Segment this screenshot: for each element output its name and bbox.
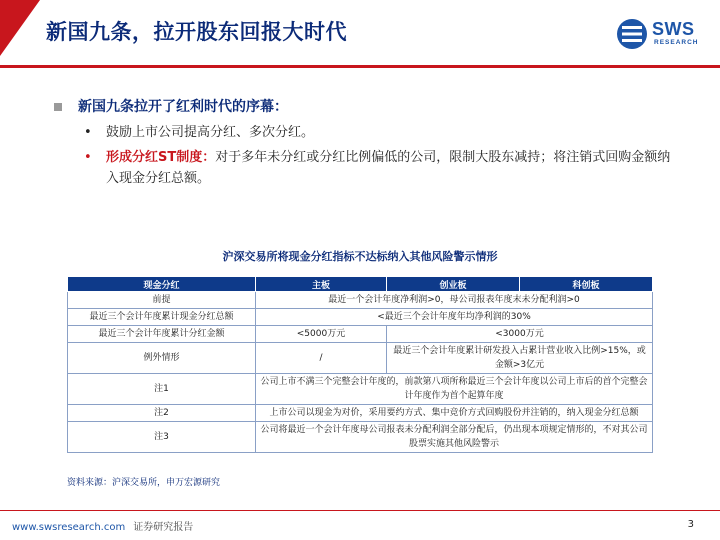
- row-label: 注2: [68, 405, 256, 422]
- header-rule: [0, 65, 720, 68]
- row-label: 最近三个会计年度累计现金分红总额: [68, 309, 256, 326]
- dot-bullet-icon: •: [84, 150, 92, 165]
- table-row: [68, 422, 653, 453]
- slide-header: [0, 0, 720, 70]
- footer-rule: [0, 510, 720, 511]
- page-number: 3: [687, 519, 694, 530]
- footer: [12, 518, 193, 533]
- column-header: 科创板: [520, 277, 653, 292]
- source-note: 资料来源：沪深交易所，申万宏源研究: [67, 478, 221, 488]
- table-cell: <5000万元: [256, 326, 387, 343]
- table-row: [68, 405, 653, 422]
- table-row: [68, 309, 653, 326]
- row-label: 前提: [68, 292, 256, 309]
- bullet-heading-text: 新国九条拉开了红利时代的序幕：: [78, 99, 288, 115]
- bullet-list: [54, 96, 674, 189]
- column-header: 主板: [256, 277, 387, 292]
- logo-text: SWS: [652, 19, 695, 39]
- footer-url-link[interactable]: www.swsresearch.com: [12, 522, 126, 533]
- table-cell: 最近一个会计年度净利润>0，母公司报表年度末未分配利润>0: [256, 292, 653, 309]
- table-cell: <最近三个会计年度年均净利润的30%: [256, 309, 653, 326]
- header-red-wedge: [0, 0, 40, 56]
- row-label: 注1: [68, 374, 256, 405]
- table-row: [68, 343, 653, 374]
- table-row: [68, 374, 653, 405]
- policy-table: [67, 276, 653, 453]
- table-title: 沪深交易所将现金分红指标不达标纳入其他风险警示情形: [222, 250, 498, 263]
- logo-subtext: RESEARCH: [654, 39, 699, 46]
- table-cell: 公司将最近一个会计年度母公司报表未分配利润全部分配后，仍出现本项规定情形的，不对其公司股票实施其他风险警示: [256, 422, 653, 453]
- dot-bullet-icon: •: [84, 125, 92, 140]
- sws-logo-icon: [616, 18, 648, 50]
- bullet-item: [54, 122, 674, 143]
- bullet-item: [54, 147, 674, 189]
- table-row: [68, 326, 653, 343]
- table-cell: 上市公司以现金为对价，采用要约方式、集中竞价方式回购股份并注销的，纳入现金分红总额: [256, 405, 653, 422]
- bullet-item-text: 鼓励上市公司提高分红、多次分红。: [106, 125, 315, 140]
- table-header-row: [68, 277, 653, 292]
- table-cell: /: [256, 343, 387, 374]
- bullet-item-text: 对于多年未分红或分红比例偏低的公司，限制大股东减持；将注销式回购金额纳入现金分红总额。: [106, 150, 671, 186]
- bullet-heading: [54, 96, 674, 118]
- row-label: 例外情形: [68, 343, 256, 374]
- table-cell: <3000万元: [387, 326, 653, 343]
- sws-logo: [616, 18, 708, 52]
- footer-caption: 证券研究报告: [133, 522, 194, 533]
- table-cell: 最近三个会计年度累计研发投入占累计营业收入比例>15%，或金额>3亿元: [387, 343, 653, 374]
- page-title: 新国九条，拉开股东回报大时代: [46, 19, 347, 44]
- square-bullet-icon: [54, 103, 62, 111]
- table-cell: 公司上市不满三个完整会计年度的，前款第八项所称最近三个会计年度以公司上市后的首个完整会计年度作为首个起算年度: [256, 374, 653, 405]
- row-label: 注3: [68, 422, 256, 453]
- column-header: 创业板: [387, 277, 520, 292]
- table-row: [68, 292, 653, 309]
- row-label: 最近三个会计年度累计分红金额: [68, 326, 256, 343]
- bullet-item-emphasis: 形成分红ST制度：: [106, 150, 216, 165]
- column-header: 现金分红: [68, 277, 256, 292]
